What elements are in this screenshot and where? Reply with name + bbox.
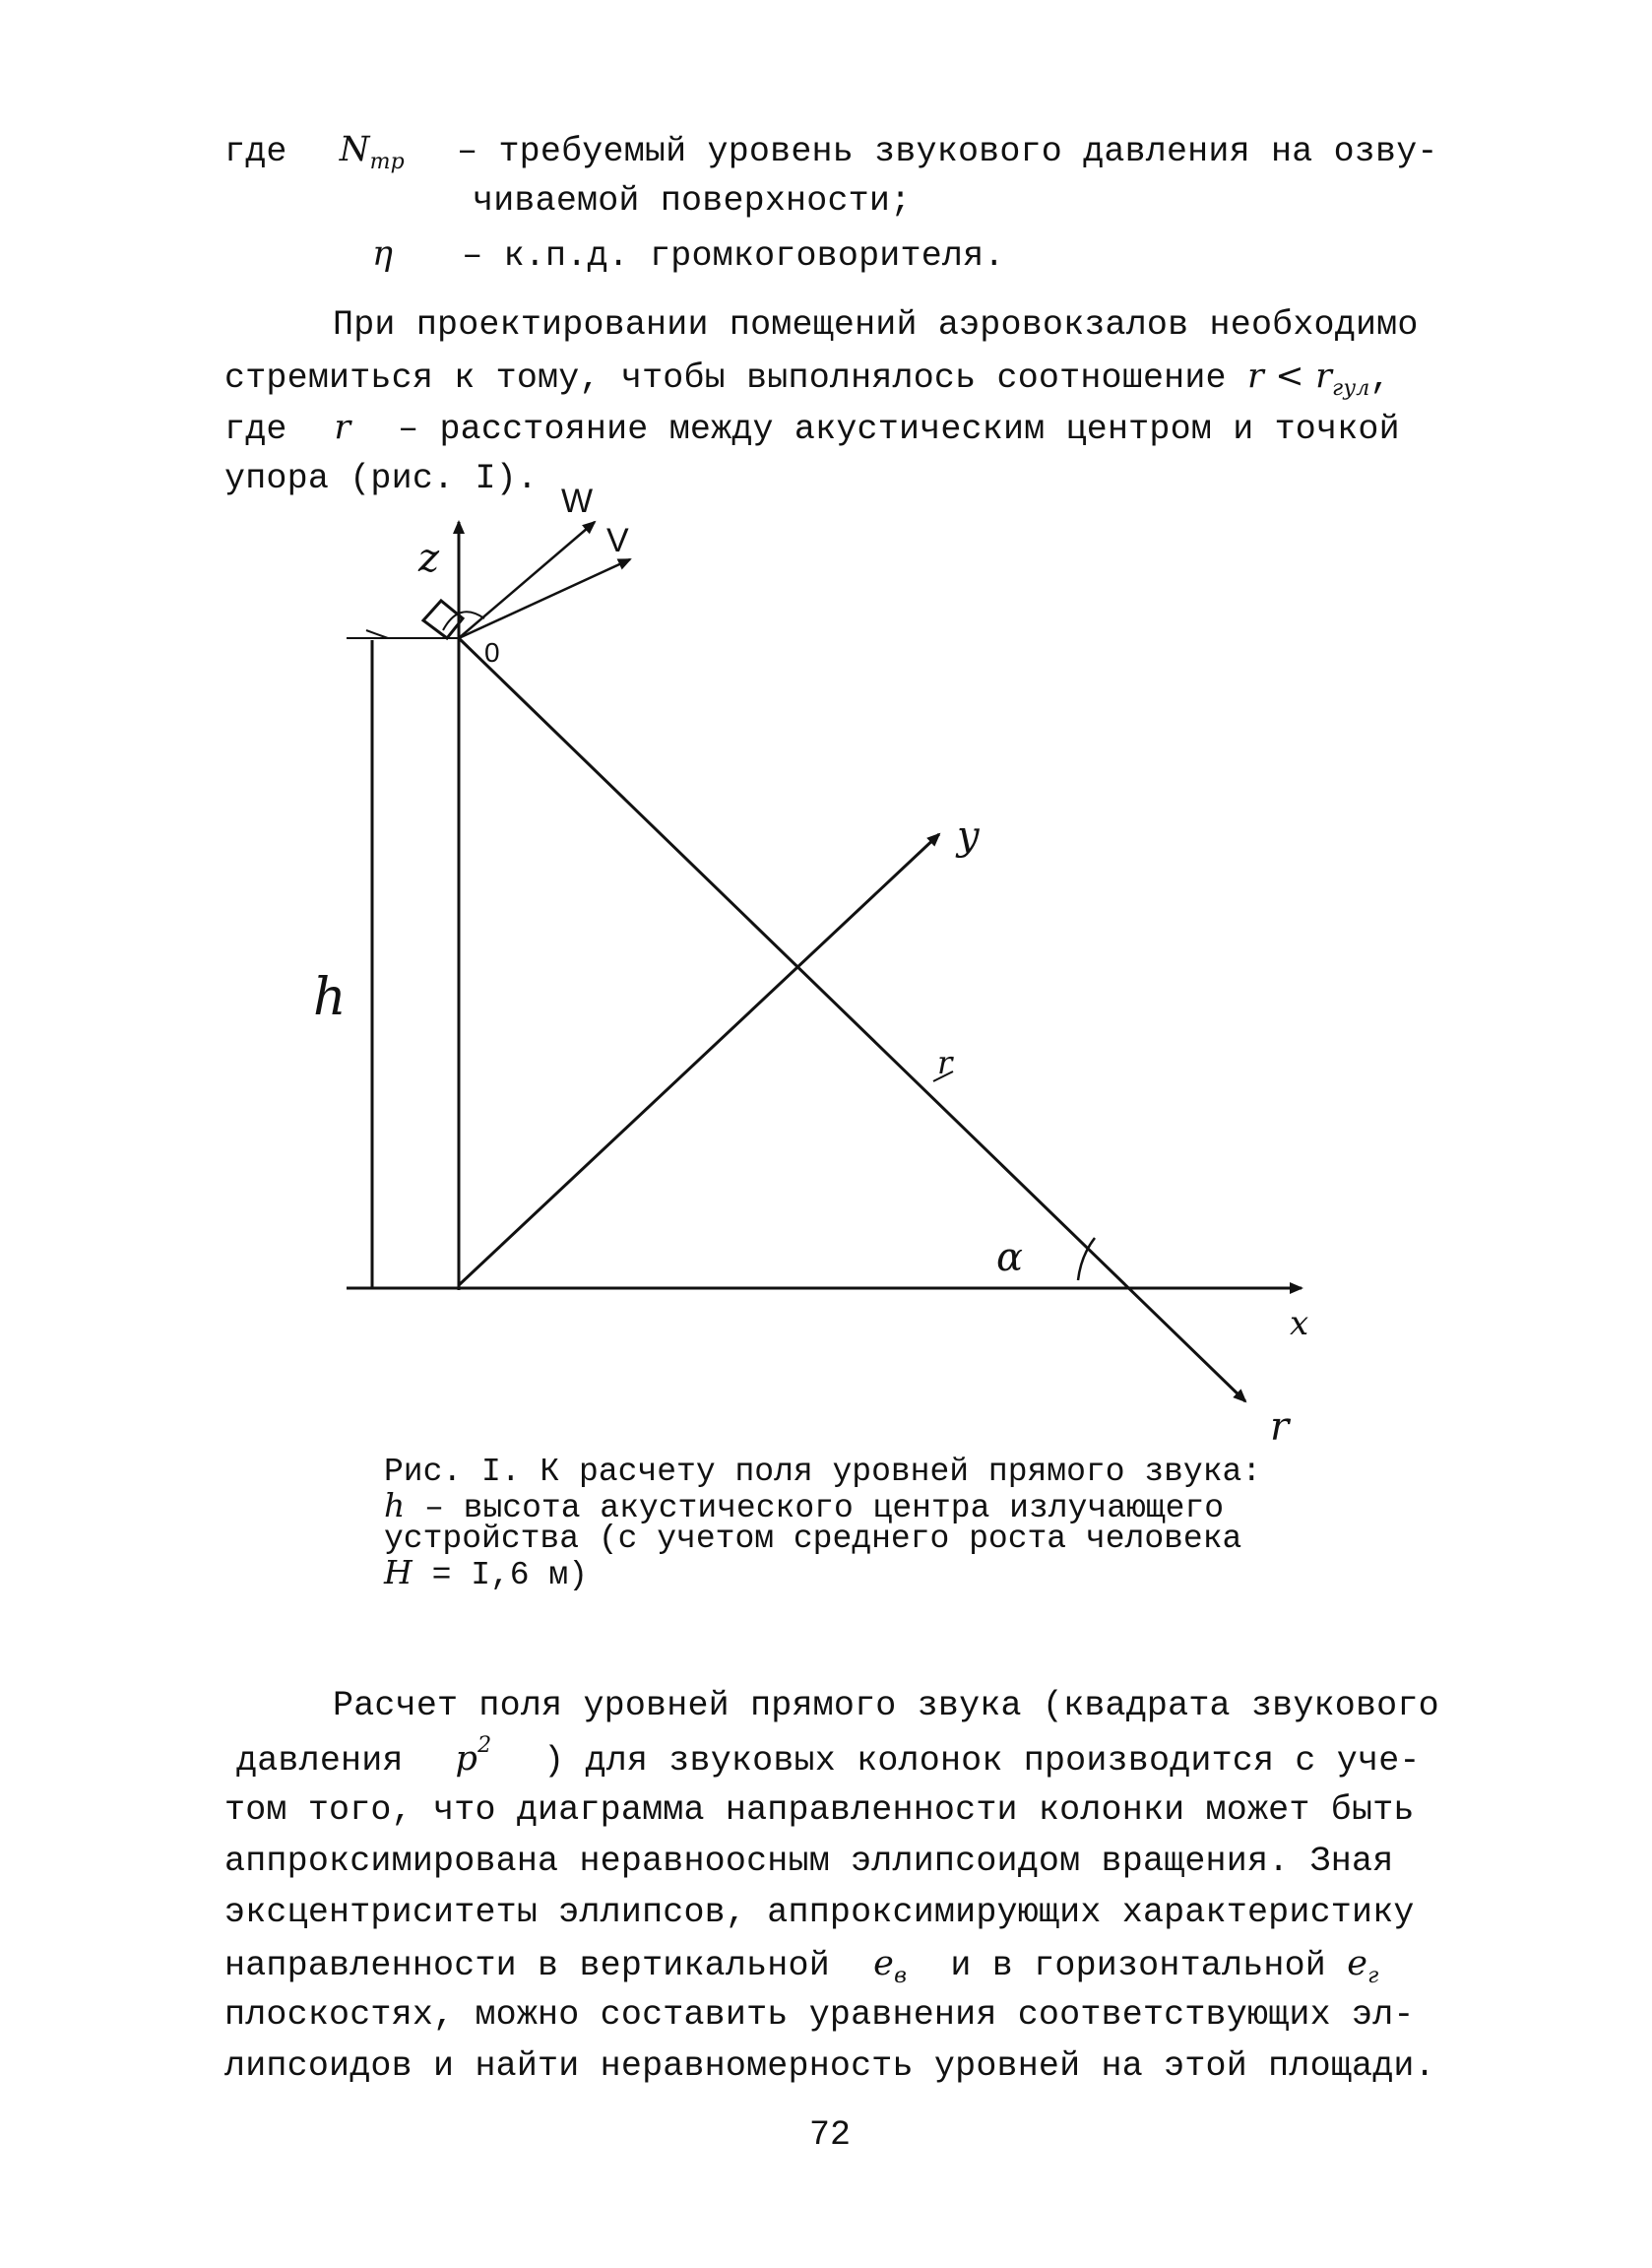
symbol-eta: η <box>372 234 394 274</box>
y-axis <box>459 834 939 1285</box>
math-p-exponent: 2 <box>477 1733 492 1758</box>
label-origin: 0 <box>484 637 500 668</box>
symbol-n: N <box>339 130 370 169</box>
paragraph2-text: давления <box>236 1741 404 1781</box>
figure-caption-line-4 <box>384 1553 589 1593</box>
paragraph1-text: – расстояние между акустическим центром и точкой <box>398 410 1400 449</box>
paragraph2-text: направленности в вертикальной <box>224 1946 830 1985</box>
label-x: x <box>1290 1304 1309 1343</box>
label-r-mid: r <box>937 1044 953 1081</box>
v-vector <box>459 559 630 638</box>
label-r-end: r <box>1270 1404 1290 1450</box>
math-e-vertical: e <box>873 1944 895 1983</box>
label-z: z <box>418 536 440 581</box>
paragraph1-line-4: упора (рис. I). <box>224 459 539 498</box>
definition-lead: где <box>224 132 287 171</box>
label-w: W <box>561 483 594 520</box>
label-h: h <box>313 968 347 1027</box>
caption-symbol-h: h <box>384 1486 406 1524</box>
paragraph2-text: и в горизонтальной <box>950 1946 1327 1985</box>
paragraph2-line-6 <box>224 1938 1378 1994</box>
w-vector <box>459 522 595 638</box>
math-p: p <box>455 1739 478 1779</box>
label-v: V <box>606 522 629 559</box>
paragraph2-line-3: том того, что диаграмма направленности колонки может быть <box>224 1790 1415 1830</box>
paragraph2-line-1: Расчет поля уровней прямого звука (квадрата звукового <box>333 1686 1439 1725</box>
loudspeaker-icon <box>423 601 463 638</box>
caption-text: = I,6 м) <box>431 1557 589 1593</box>
height-arrow <box>366 630 388 638</box>
paragraph2-line-8: липсоидов и найти неравномерность уровней на этой площади. <box>224 2046 1435 2086</box>
label-y: y <box>957 813 980 859</box>
figure-caption-line-1: Рис. I. К расчету поля уровней прямого звука: <box>384 1454 1262 1490</box>
math-r: r <box>334 408 351 447</box>
paragraph2-text: ) для звуковых колонок производится с уче- <box>543 1741 1421 1781</box>
paragraph1-line-1: При проектировании помещений аэровокзалов необходимо <box>333 305 1419 345</box>
definition-text-1: – требуемый уровень звукового давления на озву- <box>457 132 1438 171</box>
caption-symbol-H: H <box>384 1553 413 1591</box>
page-number: 72 <box>809 2115 852 2155</box>
alpha-arc <box>1078 1238 1095 1280</box>
paragraph2-line-5: эксцентриситеты эллипсов, аппроксимирующих характеристику <box>224 1893 1415 1932</box>
math-e-horizontal: e <box>1347 1944 1368 1983</box>
figure-caption-line-3: устройства (с учетом среднего роста человека <box>384 1521 1242 1557</box>
paragraph2-line-7: плоскостях, можно составить уравнения соответствующих эл- <box>224 1995 1415 2035</box>
label-alpha: α <box>996 1235 1024 1280</box>
math-e-horizontal-subscript: г <box>1367 1964 1379 1988</box>
definition-text-2: чиваемой поверхности; <box>473 181 912 221</box>
paragraph2-line-2 <box>236 1733 1421 1789</box>
paragraph1-text: где <box>224 410 287 449</box>
paragraph2-line-4: аппроксимирована неравноосным эллипсоидом вращения. Зная <box>224 1842 1394 1881</box>
math-r-less-rgul: r < r <box>1246 356 1333 396</box>
math-gul-subscript: гул <box>1332 376 1370 401</box>
paragraph1-punct: , <box>1369 358 1391 398</box>
paragraph1-text: стремиться к тому, чтобы выполнялось соотношение <box>224 358 1227 398</box>
symbol-n-subscript: тр <box>369 150 405 174</box>
caption-text: – высота акустического центра излучающего <box>424 1490 1225 1526</box>
definition-text-3: – к.п.д. громкоговорителя. <box>462 236 1005 276</box>
math-e-vertical-subscript: в <box>894 1964 908 1988</box>
